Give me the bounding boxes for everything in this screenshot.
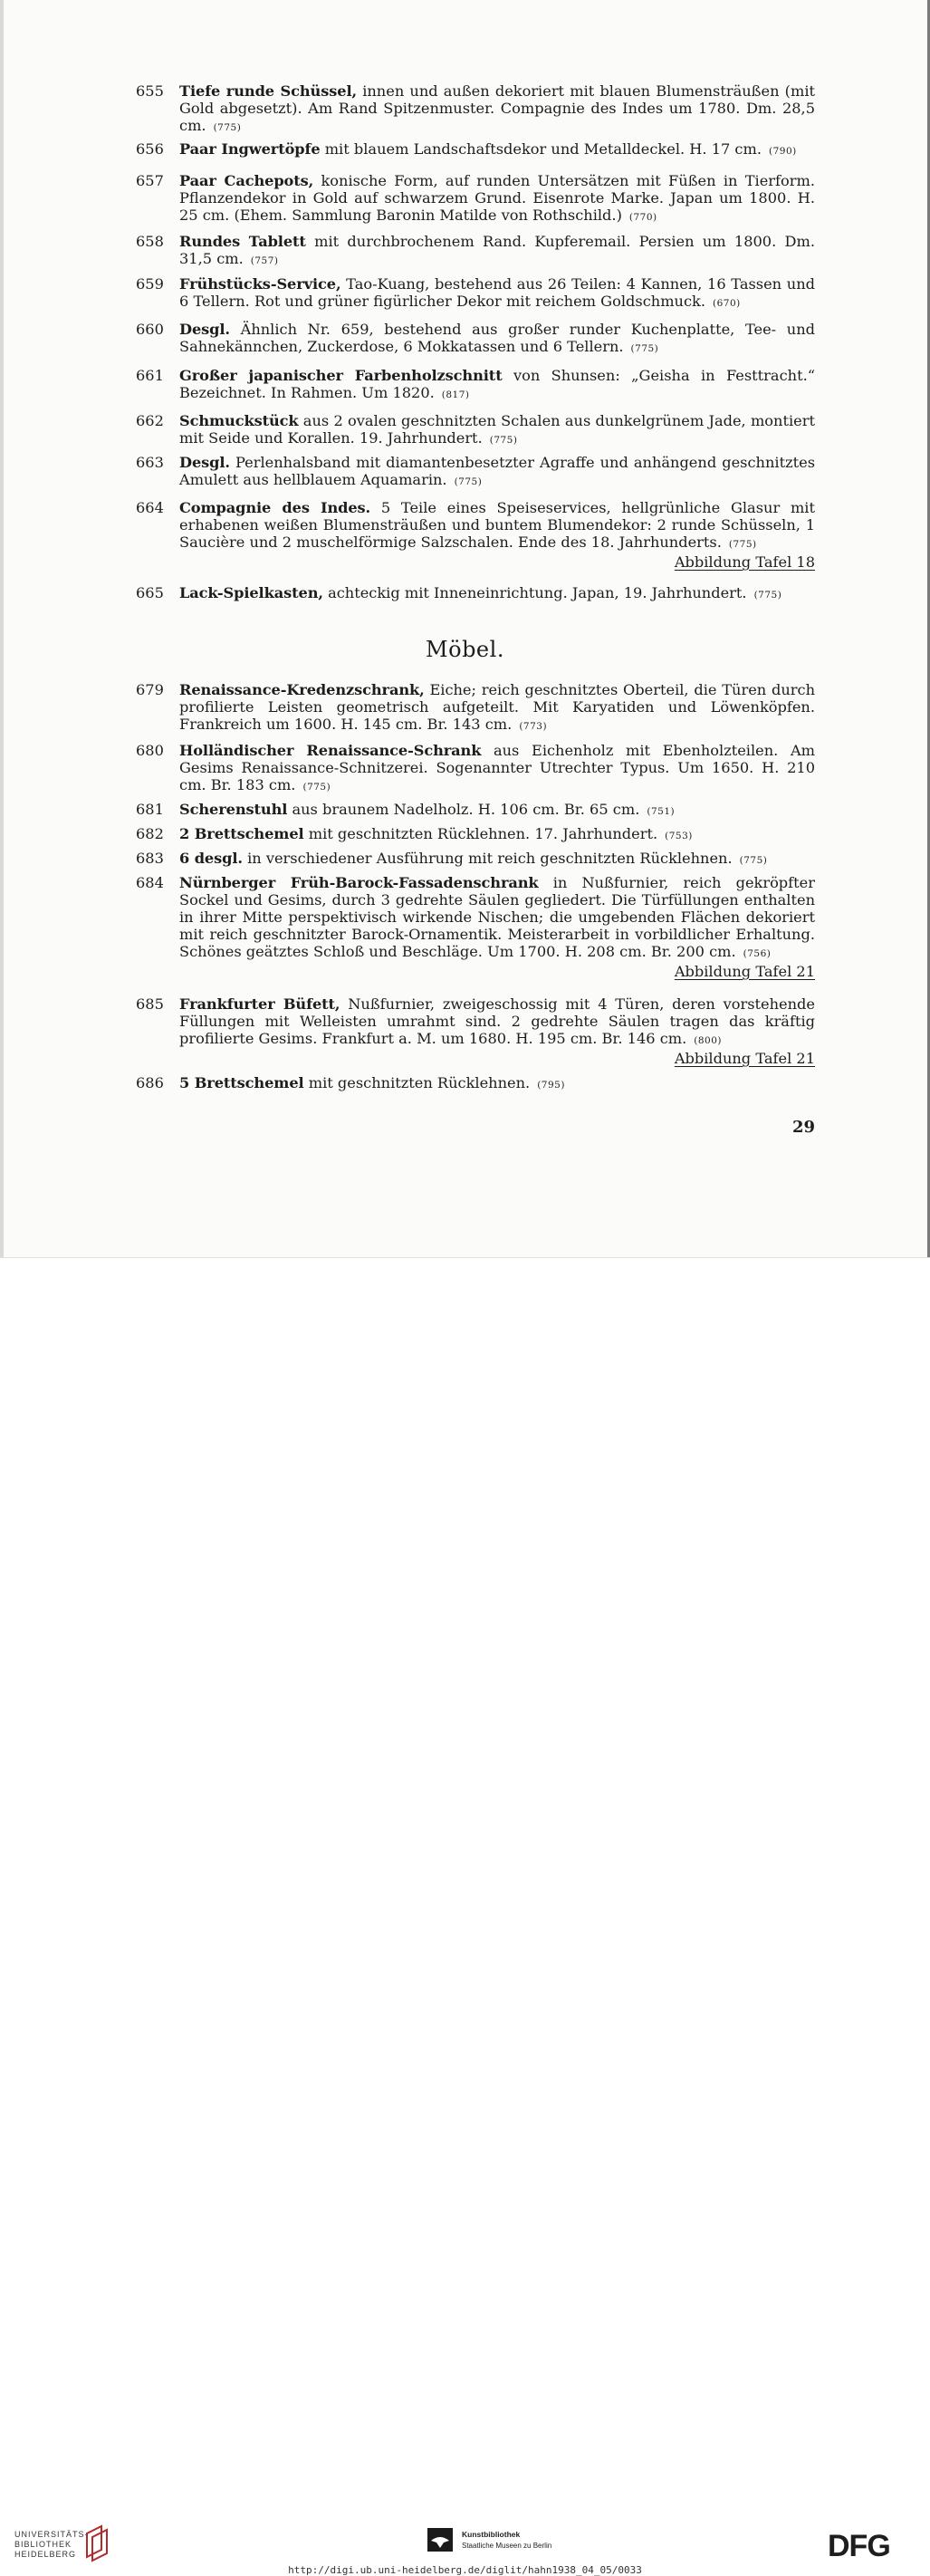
entry-text: mit geschnitzten Rücklehnen. 17. Jahrhundert.	[303, 825, 658, 842]
catalog-entry-685	[136, 995, 815, 1067]
entry-code: (817)	[441, 389, 470, 400]
section-heading: Möbel.	[426, 637, 504, 662]
entry-text: innen und außen dekoriert mit blauen Blumensträußen (mit Gold abgesetzt). Am Rand Spitzenmuster. Compagnie des Indes um 1780. Dm. 28,5 cm.	[179, 82, 815, 134]
plate-reference: Abbildung Tafel 18	[674, 553, 815, 571]
entry-title: Renaissance-Kredenzschrank,	[179, 681, 425, 698]
entry-text: achteckig mit Inneneinrichtung. Japan, 19. Jahrhundert.	[322, 584, 747, 601]
entry-code: (775)	[728, 539, 757, 550]
entry-code: (775)	[753, 590, 782, 601]
entry-body	[179, 140, 815, 160]
plate-reference: Abbildung Tafel 21	[674, 963, 815, 980]
entry-text: konische Form, auf runden Untersätzen mit Füßen in Tierform. Pflanzendekor in Gold auf schwarzem Grund. Eisenrote Marke. Japan um 1800. H. 25 cm. (Ehem. Sammlung Baronin Matilde von Rothschild.)	[179, 172, 815, 224]
kb-subtitle: Staatliche Museen zu Berlin	[462, 2542, 552, 2550]
catalog-entry-680	[136, 742, 815, 796]
entry-code: (775)	[739, 855, 768, 866]
entry-code: (770)	[628, 212, 657, 223]
catalog-entry-662	[136, 412, 815, 449]
entry-text: Perlenhalsband mit diamantenbesetzter Agraffe und anhängend geschnitztes Amulett aus hellblauem Aquamarin.	[179, 454, 815, 488]
entry-body	[179, 1074, 815, 1094]
entry-text: mit geschnitzten Rücklehnen.	[303, 1074, 531, 1091]
entry-code: (757)	[250, 255, 279, 266]
entry-body	[179, 995, 815, 1067]
entry-code: (751)	[647, 806, 676, 817]
entry-code: (756)	[743, 948, 772, 959]
lot-number: 658	[136, 233, 164, 250]
entry-code: (775)	[454, 476, 483, 487]
ub-line: HEIDELBERG	[14, 2550, 77, 2559]
lot-number: 659	[136, 275, 164, 293]
lot-number: 681	[136, 801, 164, 818]
entry-code: (800)	[694, 1035, 723, 1046]
kunstbibliothek-eagle-icon	[427, 2528, 453, 2552]
entry-text: mit blauem Landschaftsdekor und Metalldeckel. H. 17 cm.	[320, 140, 762, 158]
ub-line: BIBLIOTHEK	[14, 2540, 72, 2549]
scanned-page	[0, 0, 930, 1257]
entry-text: Ähnlich Nr. 659, bestehend aus großer runder Kuchenplatte, Tee- und Sahnekännchen, Zuckerdose, 6 Mokkatassen und 6 Tellern.	[179, 321, 815, 355]
entry-text: aus braunem Nadelholz. H. 106 cm. Br. 65 cm.	[287, 801, 640, 818]
catalog-entry-681	[136, 801, 815, 821]
entry-text: mit durchbrochenem Rand. Kupferemail. Persien um 1800. Dm. 31,5 cm.	[179, 233, 816, 267]
lot-number: 664	[136, 499, 164, 516]
lot-number: 663	[136, 454, 164, 471]
entry-body	[179, 454, 815, 491]
entry-code: (773)	[519, 721, 548, 732]
lot-number: 684	[136, 874, 164, 891]
entry-title: Desgl.	[179, 321, 230, 338]
entry-title: Lack-Spielkasten,	[179, 584, 323, 601]
entry-body	[179, 367, 815, 404]
entry-title: Tiefe runde Schüssel,	[179, 82, 358, 100]
lot-number: 655	[136, 82, 164, 100]
entry-text: Tao-Kuang, bestehend aus 26 Teilen: 4 Kannen, 16 Tassen und 6 Tellern. Rot und grüner figürlicher Dekor mit reichem Goldschmuck.	[179, 275, 815, 310]
catalog-entry-684	[136, 874, 815, 980]
entry-title: Großer japanischer Farbenholzschnitt	[179, 367, 503, 384]
ub-heidelberg-logo[interactable]	[14, 2530, 89, 2560]
catalog-entry-686	[136, 1074, 815, 1094]
lot-number: 656	[136, 140, 164, 158]
plate-reference: Abbildung Tafel 21	[674, 1050, 815, 1067]
catalog-entry-663	[136, 454, 815, 491]
viewer-footer	[0, 1257, 930, 2576]
entry-body	[179, 412, 815, 449]
entry-text: von Shunsen: „Geisha in Festtracht.“ Bezeichnet. In Rahmen. Um 1820.	[179, 367, 815, 401]
entry-body	[179, 584, 815, 604]
entry-body	[179, 742, 815, 796]
entry-code: (775)	[489, 435, 518, 446]
ub-emblem-icon	[81, 2524, 112, 2562]
entry-title: Frühstücks-Service,	[179, 275, 341, 293]
catalog-entry-657	[136, 172, 815, 226]
kb-title: Kunstbibliothek	[462, 2530, 521, 2539]
entry-code: (670)	[713, 298, 741, 309]
entry-body	[179, 233, 815, 270]
entry-body	[179, 321, 815, 358]
entry-body	[179, 499, 815, 571]
lot-number: 665	[136, 584, 164, 601]
entry-text: 5 Teile eines Speiseservices, hellgrünliche Glasur mit erhabenen weißen Blumensträußen und buntem Blumendekor: 2 runde Schüsseln, 1 Saucière und 2 muschelförmige Salzschalen. Ende des 18. Jahrhunderts.	[179, 499, 815, 551]
entry-code: (790)	[769, 146, 797, 157]
catalog-entry-656	[136, 140, 815, 160]
entry-body	[179, 681, 815, 735]
lot-number: 660	[136, 321, 164, 338]
catalog-entry-655	[136, 82, 815, 137]
entry-title: Scherenstuhl	[179, 801, 288, 818]
lot-number: 685	[136, 995, 164, 1013]
entry-text: aus 2 ovalen geschnitzten Schalen aus dunkelgrünem Jade, montiert mit Seide und Korallen. 19. Jahrhundert.	[179, 412, 815, 447]
entry-code: (775)	[630, 343, 659, 354]
entry-body	[179, 82, 815, 137]
entry-body	[179, 275, 815, 312]
entry-text: Eiche; reich geschnitztes Oberteil, die Türen durch profilierte Leisten geometrisch aufgeteilt. Mit Karyatiden und Löwenköpfen. Frankreich um 1600. H. 145 cm. Br. 143 cm.	[179, 681, 815, 733]
catalog-entry-659	[136, 275, 815, 312]
entry-title: Schmuckstück	[179, 412, 299, 429]
entry-text: Nußfurnier, zweigeschossig mit 4 Türen, deren vorstehende Füllungen mit Welleisten umrahmt sind. 2 gedrehte Säulen tragen das kräftig profilierte Gesims. Frankfurt a. M. um 1680. H. 195 cm. Br. 146 cm.	[179, 995, 815, 1047]
entry-title: Compagnie des Indes.	[179, 499, 371, 516]
entry-title: Desgl.	[179, 454, 230, 471]
catalog-entry-683	[136, 850, 815, 870]
entry-title: 5 Brettschemel	[179, 1074, 304, 1091]
entry-title: Paar Ingwertöpfe	[179, 140, 321, 158]
entry-body	[179, 825, 815, 845]
entry-title: Nürnberger Früh-Barock-Fassadenschrank	[179, 874, 539, 891]
catalog-entry-679	[136, 681, 815, 735]
entry-body	[179, 874, 815, 980]
catalog-entry-658	[136, 233, 815, 270]
entry-title: Frankfurter Büfett,	[179, 995, 340, 1013]
entry-code: (795)	[537, 1080, 565, 1091]
catalog-entry-660	[136, 321, 815, 358]
lot-number: 679	[136, 681, 164, 698]
catalog-entry-682	[136, 825, 815, 845]
entry-text: in verschiedener Ausführung mit reich geschnitzten Rücklehnen.	[242, 850, 733, 867]
lot-number: 680	[136, 742, 164, 759]
lot-number: 657	[136, 172, 164, 189]
lot-number: 661	[136, 367, 164, 384]
entry-title: Rundes Tablett	[179, 233, 306, 250]
lot-number: 682	[136, 825, 164, 842]
entry-body	[179, 172, 815, 226]
entry-body	[179, 801, 815, 821]
kunstbibliothek-label[interactable]	[462, 2529, 551, 2552]
entry-text: in Nußfurnier, reich gekröpfter Sockel und Gesims, durch 3 gedrehte Säulen gegliedert. Die Türfüllungen enthalten in ihrer Mitte perspektivisch wirkende Nischen; die umgebenden Flächen dekoriert mit reich geschnitzter Barock-Ornamentik. Meisterarbeit in vorbildlicher Erhaltung. Schönes geätztes Schloß und Beschläge. Um 1700. H. 208 cm. Br. 200 cm.	[179, 874, 815, 960]
catalog-entry-664	[136, 499, 815, 571]
lot-number: 686	[136, 1074, 164, 1091]
entry-code: (753)	[665, 831, 693, 841]
entry-title: Holländischer Renaissance-Schrank	[179, 742, 482, 759]
ub-line: UNIVERSITÄTS-	[14, 2530, 89, 2539]
entry-code: (775)	[213, 122, 242, 133]
permalink-url[interactable]: http://digi.ub.uni-heidelberg.de/diglit/hahn1938_04_05/0033	[288, 2564, 642, 2576]
lot-number: 662	[136, 412, 164, 429]
catalog-entry-665	[136, 584, 815, 604]
entry-text: aus Eichenholz mit Ebenholzteilen. Am Gesims Renaissance-Schnitzerei. Sogenannter Utrechter Typus. Um 1650. H. 210 cm. Br. 183 cm.	[179, 742, 815, 793]
entry-title: 6 desgl.	[179, 850, 243, 867]
entry-code: (775)	[302, 782, 331, 793]
lot-number: 683	[136, 850, 164, 867]
entry-title: 2 Brettschemel	[179, 825, 304, 842]
entry-title: Paar Cachepots,	[179, 172, 314, 189]
dfg-logo[interactable]: DFG	[828, 2529, 890, 2563]
catalog-entry-661	[136, 367, 815, 404]
page-number: 29	[791, 1118, 815, 1137]
entry-body	[179, 850, 815, 870]
